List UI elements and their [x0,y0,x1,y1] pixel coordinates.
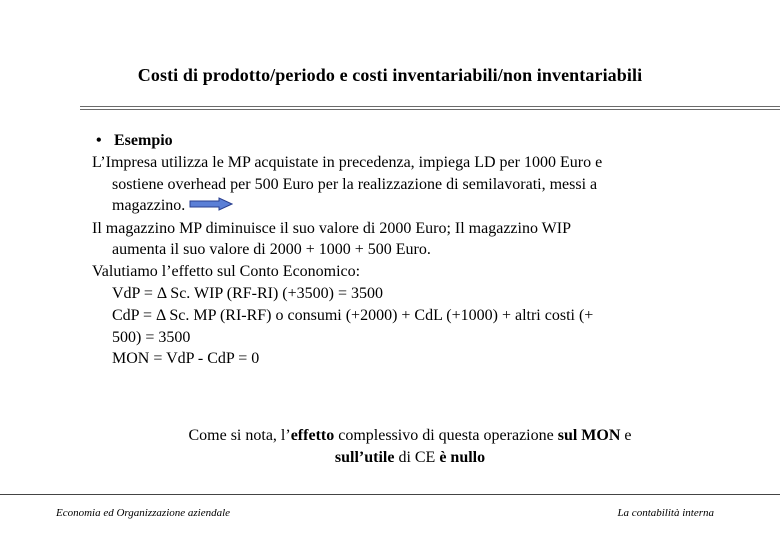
conclusion-line-1 [0,425,780,447]
paragraph-1-line-3 [92,195,712,217]
formula-vdp: VdP = Δ Sc. WIP (RF-RI) (+3500) = 3500 [112,285,383,302]
conclusion-bold-nullo: è nullo [439,449,486,466]
paragraph-2-line-1: Il magazzino MP diminuisce il suo valore di 2000 Euro; Il magazzino WIP [92,219,572,237]
conclusion-text-3: e [620,427,632,444]
example-heading: Esempio [114,132,173,149]
paragraph-2 [92,218,712,262]
conclusion-bold-mon: sul MON [557,427,621,444]
conclusion-text-4: di CE [394,449,440,466]
paragraph-1-line-1: L’Impresa utilizza le MP acquistate in precedenza, impiega LD per 1000 Euro e [92,153,603,171]
conclusion-bold-effetto: effetto [290,427,335,444]
paragraph-1 [92,152,712,218]
formula-mon: MON = VdP - CdP = 0 [112,350,260,368]
paragraph-3: Valutiamo l’effetto sul Conto Economico: [92,263,361,281]
conclusion-line-2 [0,447,780,469]
conclusion-bold-utile: sull’utile [334,449,395,466]
formula-cdp [92,305,712,349]
conclusion-text-2: complessivo di questa operazione [334,427,558,444]
right-arrow-icon [189,196,233,218]
formula-cdp-line-1: CdP = Δ Sc. MP (RI-RF) o consumi (+2000) + CdL (+1000) + altri costi (+ [112,306,594,324]
paragraph-1-line-2: sostiene overhead per 500 Euro per la realizzazione di semilavorati, messi a [112,175,598,193]
footer-divider [0,494,780,495]
slide-body [92,130,712,370]
formula-cdp-line-2: 500) = 3500 [112,328,191,346]
footer-course: Economia ed Organizzazione aziendale [56,507,231,519]
bullet-icon: • [96,132,102,149]
conclusion-text-1: Come si nota, l’ [188,427,291,444]
paragraph-2-line-2: aumenta il suo valore di 2000 + 1000 + 500 Euro. [112,241,431,259]
slide-title: Costi di prodotto/periodo e costi inventariabili/non inventariabili [137,65,643,85]
conclusion [0,425,780,469]
example-heading-line [92,130,712,152]
title-divider [80,106,780,110]
paragraph-1-line-3-text: magazzino. [112,197,186,215]
footer-topic: La contabilità interna [617,507,714,519]
